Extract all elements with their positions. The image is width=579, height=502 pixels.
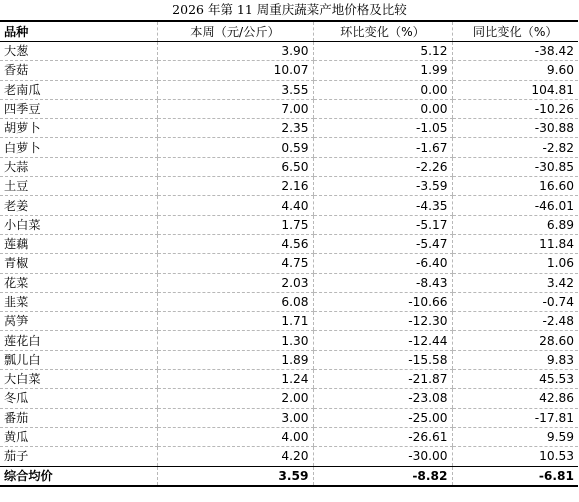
week-over-week-cell: -3.59 <box>313 177 452 196</box>
variety-cell: 老姜 <box>0 196 157 215</box>
week-over-week-cell: -25.00 <box>313 408 452 427</box>
variety-cell: 香菇 <box>0 61 157 80</box>
table-row <box>0 312 578 331</box>
week-over-week-cell: -30.00 <box>313 447 452 466</box>
week-over-week-cell: -8.43 <box>313 273 452 292</box>
year-over-year-cell: -30.85 <box>452 157 578 176</box>
week-over-week-cell: -1.05 <box>313 119 452 138</box>
table-row <box>0 61 578 80</box>
year-over-year-cell: -0.74 <box>452 292 578 311</box>
price-cell: 1.71 <box>157 312 313 331</box>
year-over-year-cell: -17.81 <box>452 408 578 427</box>
variety-cell: 莲花白 <box>0 331 157 350</box>
variety-cell: 冬瓜 <box>0 389 157 408</box>
year-over-year-cell: 9.59 <box>452 427 578 446</box>
year-over-year-cell: 10.53 <box>452 447 578 466</box>
year-over-year-cell: -2.48 <box>452 312 578 331</box>
year-over-year-cell: 28.60 <box>452 331 578 350</box>
summary-week-over-week: -8.82 <box>313 466 452 486</box>
variety-cell: 番茄 <box>0 408 157 427</box>
table-row <box>0 196 578 215</box>
table-row <box>0 292 578 311</box>
year-over-year-cell: -30.88 <box>452 119 578 138</box>
table-row <box>0 234 578 253</box>
price-cell: 2.16 <box>157 177 313 196</box>
table-row <box>0 177 578 196</box>
week-over-week-cell: -4.35 <box>313 196 452 215</box>
variety-cell: 瓢儿白 <box>0 350 157 369</box>
summary-year-over-year: -6.81 <box>452 466 578 486</box>
price-cell: 2.03 <box>157 273 313 292</box>
week-over-week-cell: -10.66 <box>313 292 452 311</box>
week-over-week-cell: -5.47 <box>313 234 452 253</box>
variety-cell: 胡萝卜 <box>0 119 157 138</box>
variety-cell: 小白菜 <box>0 215 157 234</box>
week-over-week-cell: 1.99 <box>313 61 452 80</box>
price-cell: 1.30 <box>157 331 313 350</box>
table-row <box>0 350 578 369</box>
table-row <box>0 157 578 176</box>
price-cell: 4.20 <box>157 447 313 466</box>
week-over-week-cell: 0.00 <box>313 80 452 99</box>
summary-price: 3.59 <box>157 466 313 486</box>
year-over-year-cell: 6.89 <box>452 215 578 234</box>
variety-cell: 莲藕 <box>0 234 157 253</box>
variety-cell: 大白菜 <box>0 370 157 389</box>
variety-cell: 茄子 <box>0 447 157 466</box>
price-cell: 3.90 <box>157 42 313 61</box>
variety-cell: 大蒜 <box>0 157 157 176</box>
week-over-week-cell: 0.00 <box>313 99 452 118</box>
summary-name: 综合均价 <box>0 466 157 486</box>
header-variety: 品种 <box>0 21 157 42</box>
table-row <box>0 42 578 61</box>
variety-cell: 老南瓜 <box>0 80 157 99</box>
week-over-week-cell: -6.40 <box>313 254 452 273</box>
table-row <box>0 254 578 273</box>
table-row <box>0 331 578 350</box>
table-row <box>0 370 578 389</box>
week-over-week-cell: -2.26 <box>313 157 452 176</box>
price-cell: 1.24 <box>157 370 313 389</box>
week-over-week-cell: -26.61 <box>313 427 452 446</box>
price-cell: 6.08 <box>157 292 313 311</box>
table-row <box>0 119 578 138</box>
table-row <box>0 427 578 446</box>
year-over-year-cell: 3.42 <box>452 273 578 292</box>
variety-cell: 大葱 <box>0 42 157 61</box>
year-over-year-cell: 45.53 <box>452 370 578 389</box>
table-row <box>0 99 578 118</box>
year-over-year-cell: 16.60 <box>452 177 578 196</box>
price-cell: 3.55 <box>157 80 313 99</box>
price-cell: 4.75 <box>157 254 313 273</box>
table-row <box>0 273 578 292</box>
week-over-week-cell: -23.08 <box>313 389 452 408</box>
week-over-week-cell: -15.58 <box>313 350 452 369</box>
year-over-year-cell: 11.84 <box>452 234 578 253</box>
header-year-over-year: 同比变化（%） <box>452 21 578 42</box>
variety-cell: 韭菜 <box>0 292 157 311</box>
table-row <box>0 389 578 408</box>
variety-cell: 四季豆 <box>0 99 157 118</box>
week-over-week-cell: -12.44 <box>313 331 452 350</box>
week-over-week-cell: -5.17 <box>313 215 452 234</box>
price-cell: 1.75 <box>157 215 313 234</box>
table-body <box>0 42 578 467</box>
year-over-year-cell: -38.42 <box>452 42 578 61</box>
year-over-year-cell: 42.86 <box>452 389 578 408</box>
price-cell: 1.89 <box>157 350 313 369</box>
variety-cell: 土豆 <box>0 177 157 196</box>
table-row <box>0 447 578 466</box>
year-over-year-cell: 9.83 <box>452 350 578 369</box>
price-cell: 4.40 <box>157 196 313 215</box>
table-row <box>0 80 578 99</box>
year-over-year-cell: 1.06 <box>452 254 578 273</box>
year-over-year-cell: -10.26 <box>452 99 578 118</box>
table-title: 2026 年第 11 周重庆蔬菜产地价格及比较 <box>172 2 407 17</box>
price-cell: 7.00 <box>157 99 313 118</box>
price-comparison-table <box>0 20 578 487</box>
variety-cell: 青椒 <box>0 254 157 273</box>
year-over-year-cell: 9.60 <box>452 61 578 80</box>
variety-cell: 白萝卜 <box>0 138 157 157</box>
price-cell: 2.35 <box>157 119 313 138</box>
summary-row <box>0 466 578 486</box>
header-week-over-week: 环比变化（%） <box>313 21 452 42</box>
price-cell: 10.07 <box>157 61 313 80</box>
year-over-year-cell: -2.82 <box>452 138 578 157</box>
variety-cell: 花菜 <box>0 273 157 292</box>
table-row <box>0 408 578 427</box>
table-header-row <box>0 21 578 42</box>
price-cell: 2.00 <box>157 389 313 408</box>
price-cell: 0.59 <box>157 138 313 157</box>
variety-cell: 莴笋 <box>0 312 157 331</box>
price-cell: 6.50 <box>157 157 313 176</box>
week-over-week-cell: -1.67 <box>313 138 452 157</box>
week-over-week-cell: -21.87 <box>313 370 452 389</box>
year-over-year-cell: 104.81 <box>452 80 578 99</box>
price-cell: 4.56 <box>157 234 313 253</box>
table-row <box>0 215 578 234</box>
price-cell: 3.00 <box>157 408 313 427</box>
variety-cell: 黄瓜 <box>0 427 157 446</box>
year-over-year-cell: -46.01 <box>452 196 578 215</box>
header-this-week-price: 本周（元/公斤） <box>157 21 313 42</box>
price-cell: 4.00 <box>157 427 313 446</box>
week-over-week-cell: -12.30 <box>313 312 452 331</box>
week-over-week-cell: 5.12 <box>313 42 452 61</box>
table-row <box>0 138 578 157</box>
